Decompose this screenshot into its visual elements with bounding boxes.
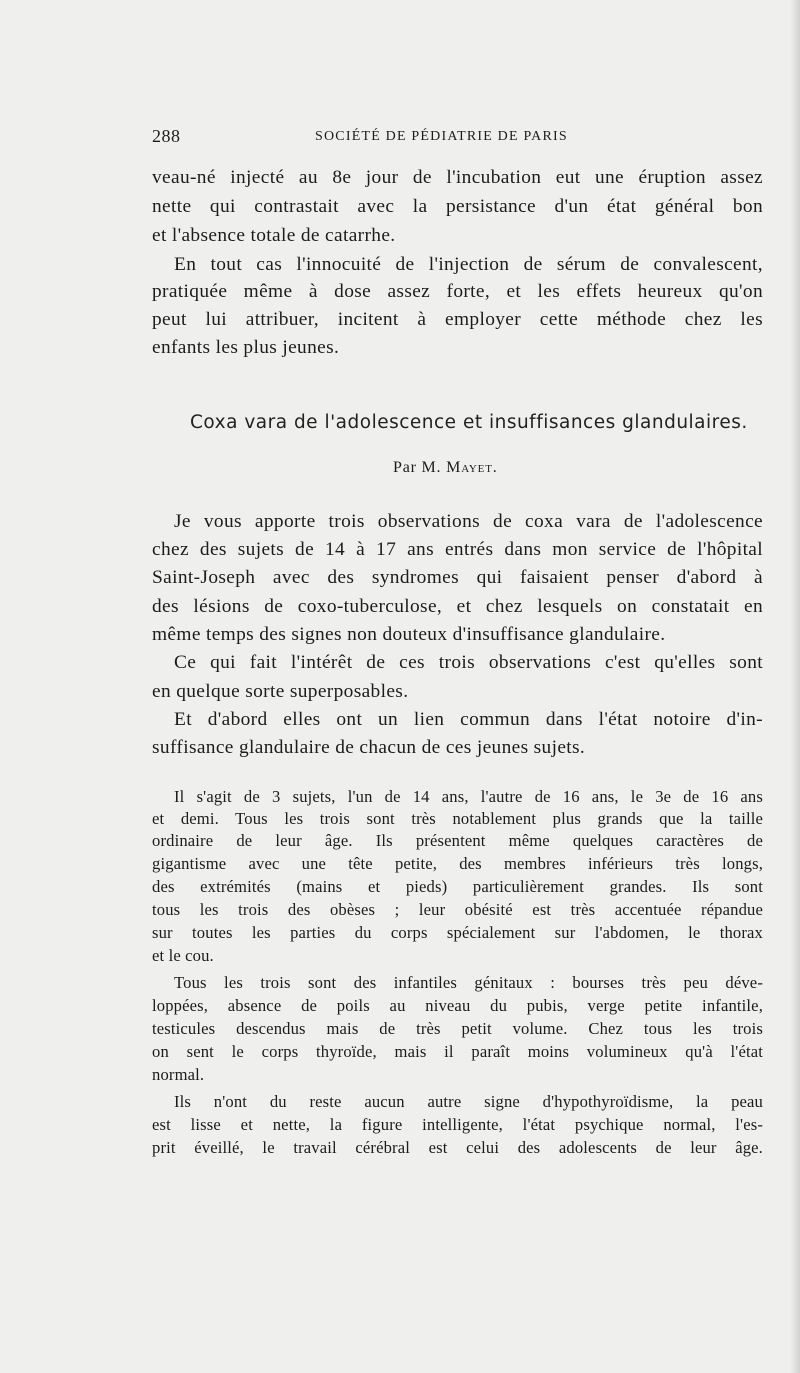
note-line: sur toutes les parties du corps spécialement sur l'abdomen, le thorax [152,923,763,942]
note-line: Il s'agit de 3 sujets, l'un de 14 ans, l'autre de 16 ans, le 3e de 16 ans [174,787,763,806]
page-header [152,126,772,152]
running-head: SOCIÉTÉ DE PÉDIATRIE DE PARIS [315,129,568,144]
page-edge-shadow [790,0,800,1373]
note-line: on sent le corps thyroïde, mais il paraît moins volumineux qu'à l'état [152,1042,763,1061]
text-line: veau-né injecté au 8e jour de l'incubation eut une éruption assez [152,167,763,188]
text-line: nette qui contrastait avec la persistance d'un état général bon [152,196,763,217]
note-line: des extrémités (mains et pieds) particulièrement grandes. Ils sont [152,877,763,896]
note-line: est lisse et nette, la figure intelligente, l'état psychique normal, l'es- [152,1115,763,1134]
text-line: Et d'abord elles ont un lien commun dans l'état notoire d'in- [174,709,763,730]
text-line: enfants les plus jeunes. [152,337,340,358]
note-line: loppées, absence de poils au niveau du pubis, verge petite infantile, [152,996,763,1015]
note-line: et demi. Tous les trois sont très notablement plus grands que la taille [152,809,763,828]
article-title: Coxa vara de l'adolescence et insuffisances glandulaires. [190,412,748,433]
article-byline [393,459,498,477]
note-line: et le cou. [152,946,214,965]
text-line: pratiquée même à dose assez forte, et les effets heureux qu'on [152,281,763,302]
text-line: Ce qui fait l'intérêt de ces trois observations c'est qu'elles sont [174,652,763,673]
note-line: Tous les trois sont des infantiles génitaux : bourses très peu déve- [174,973,763,992]
text-line: En tout cas l'innocuité de l'injection de sérum de convalescent, [174,254,763,275]
note-line: normal. [152,1065,205,1084]
note-line: ordinaire de leur âge. Ils présentent même quelques caractères de [152,831,763,850]
text-line: même temps des signes non douteux d'insuffisance glandulaire. [152,624,666,645]
text-line: chez des sujets de 14 à 17 ans entrés dans mon service de l'hôpital [152,539,763,560]
text-line: en quelque sorte superposables. [152,681,409,702]
text-line: suffisance glandulaire de chacun de ces jeunes sujets. [152,737,586,758]
text-line: peut lui attribuer, incitent à employer cette méthode chez les [152,309,763,330]
author-name: Mayet. [446,459,498,476]
note-line: prit éveillé, le travail cérébral est celui des adolescents de leur âge. [152,1138,763,1157]
note-line: testicules descendus mais de très petit volume. Chez tous les trois [152,1019,763,1038]
page-number: 288 [152,126,181,146]
byline-prefix: Par M. [393,459,442,476]
note-line: tous les trois des obèses ; leur obésité est très accentuée répandue [152,900,763,919]
text-line: Saint-Joseph avec des syndromes qui faisaient penser d'abord à [152,567,763,588]
text-line: et l'absence totale de catarrhe. [152,225,396,246]
note-line: gigantisme avec une tête petite, des membres inférieurs très longs, [152,854,763,873]
text-line: Je vous apporte trois observations de coxa vara de l'adolescence [174,511,763,532]
note-line: Ils n'ont du reste aucun autre signe d'hypothyroïdisme, la peau [174,1092,763,1111]
text-line: des lésions de coxo-tuberculose, et chez lesquels on constatait en [152,596,763,617]
